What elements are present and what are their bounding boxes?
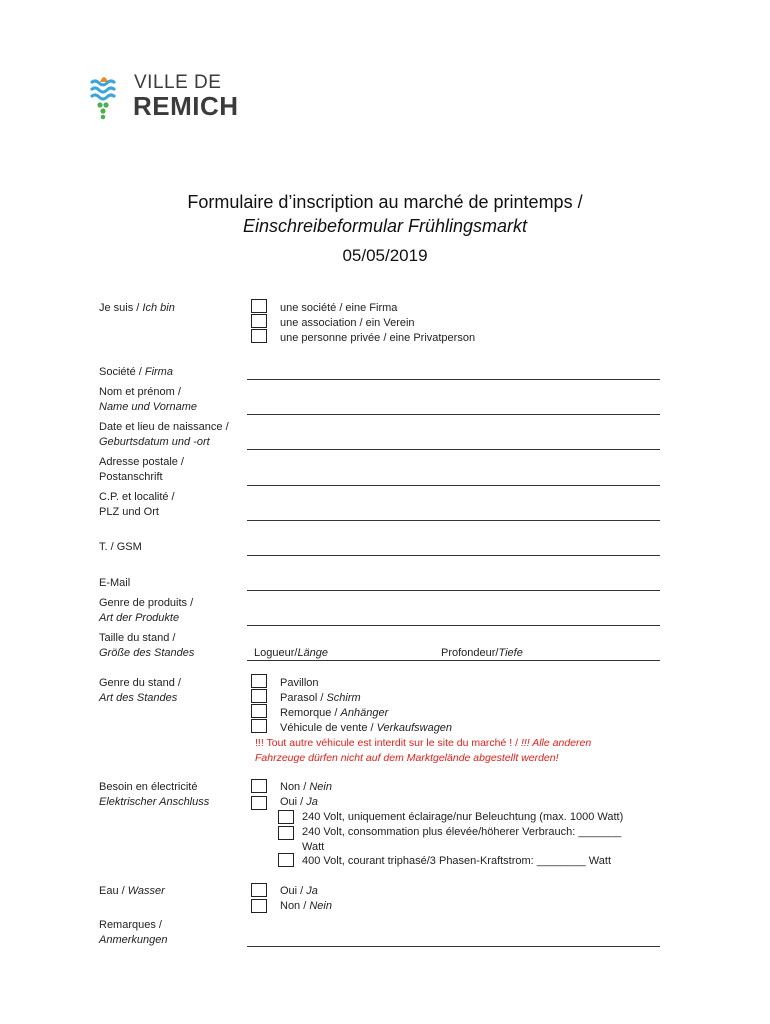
adresse-field[interactable] [247, 485, 660, 486]
email-label: E-Mail [99, 577, 131, 589]
logo-wave-3 [91, 95, 115, 99]
genre-stand-label: Genre du stand / Art des Standes [99, 677, 181, 704]
checkbox-400v[interactable] [278, 853, 294, 867]
checkbox-parasol[interactable] [251, 689, 267, 703]
checkbox-eau-oui[interactable] [251, 883, 267, 897]
electricite-label: Besoin en électricité Elektrischer Anschluss [99, 781, 210, 808]
option-240v-eleve-unit: Watt [302, 841, 325, 853]
option-400v: 400 Volt, courant triphasé/3 Phasen-Kraftstrom: ________ Watt [302, 855, 611, 867]
email-field[interactable] [247, 590, 660, 591]
option-eau-oui: Oui / Ja [280, 885, 318, 897]
option-parasol: Parasol / Schirm [280, 692, 361, 704]
option-remorque: Remorque / Anhänger [280, 707, 389, 719]
form-title-fr: Formulaire d’inscription au marché de printemps / [187, 192, 583, 212]
option-electricite-oui: Oui / Ja [280, 796, 318, 808]
vehicle-warning: !!! Tout autre véhicule est interdit sur le site du marché ! / !!! Alle anderen Fahrzeuge dürfen nicht auf dem Marktgelände abgestellt werden! [255, 737, 592, 764]
date-lieu-label: Date et lieu de naissance / Geburtsdatum und -ort [99, 421, 229, 448]
adresse-label: Adresse postale / Postanschrift [99, 456, 184, 483]
cp-label: C.P. et localité / PLZ und Ort [99, 491, 175, 518]
checkbox-personne-privee[interactable] [251, 329, 267, 343]
checkbox-240v-eleve[interactable] [278, 826, 294, 840]
option-240v-eleve: 240 Volt, consommation plus élevée/höherer Verbrauch: _______ [302, 826, 622, 838]
option-pavillon: Pavillon [280, 677, 319, 689]
form-title-de: Einschreibeformular Frühlingsmarkt [242, 216, 528, 236]
cp-field[interactable] [247, 520, 660, 521]
tel-field[interactable] [247, 555, 660, 556]
nom-label: Nom et prénom / Name und Vorname [99, 386, 198, 413]
checkbox-electricite-non[interactable] [251, 779, 267, 793]
logo-wave-2 [91, 88, 115, 92]
option-personne-privee: une personne privée / eine Privatperson [280, 332, 476, 344]
taille-field[interactable] [247, 660, 660, 661]
checkbox-societe[interactable] [251, 299, 267, 313]
checkbox-pavillon[interactable] [251, 674, 267, 688]
event-date: 05/05/2019 [342, 246, 428, 265]
checkbox-association[interactable] [251, 314, 267, 328]
genre-produits-label: Genre de produits / Art der Produkte [99, 597, 194, 624]
nom-field[interactable] [247, 414, 660, 415]
eau-label: Eau / Wasser [99, 885, 165, 897]
checkbox-vehicule[interactable] [251, 719, 267, 733]
remarques-label: Remarques / Anmerkungen [99, 919, 168, 946]
date-lieu-field[interactable] [247, 449, 660, 450]
option-eau-non: Non / Nein [280, 900, 332, 912]
societe-field[interactable] [247, 379, 660, 380]
taille-label: Taille du stand / Größe des Standes [99, 632, 195, 659]
option-association: une association / ein Verein [280, 317, 415, 329]
remarques-field[interactable] [247, 946, 660, 947]
checkbox-electricite-oui[interactable] [251, 796, 267, 810]
profondeur-label: Profondeur/Tiefe [441, 647, 523, 659]
option-240v-eclairage: 240 Volt, uniquement éclairage/nur Beleuchtung (max. 1000 Watt) [302, 811, 624, 823]
option-societe: une société / eine Firma [280, 302, 398, 314]
checkbox-eau-non[interactable] [251, 899, 267, 913]
genre-produits-field[interactable] [247, 625, 660, 626]
option-vehicule: Véhicule de vente / Verkaufswagen [280, 722, 453, 734]
tel-label: T. / GSM [99, 541, 142, 553]
je-suis-label: Je suis / Ich bin [99, 302, 175, 314]
societe-label: Société / Firma [99, 366, 173, 378]
logo-text-remich: REMICH [133, 91, 239, 121]
logo-text-ville-de: VILLE DE [134, 72, 222, 93]
longueur-label: Logueur/Länge [254, 647, 329, 659]
checkbox-remorque[interactable] [251, 704, 267, 718]
option-electricite-non: Non / Nein [280, 781, 332, 793]
checkbox-240v-eclairage[interactable] [278, 810, 294, 824]
